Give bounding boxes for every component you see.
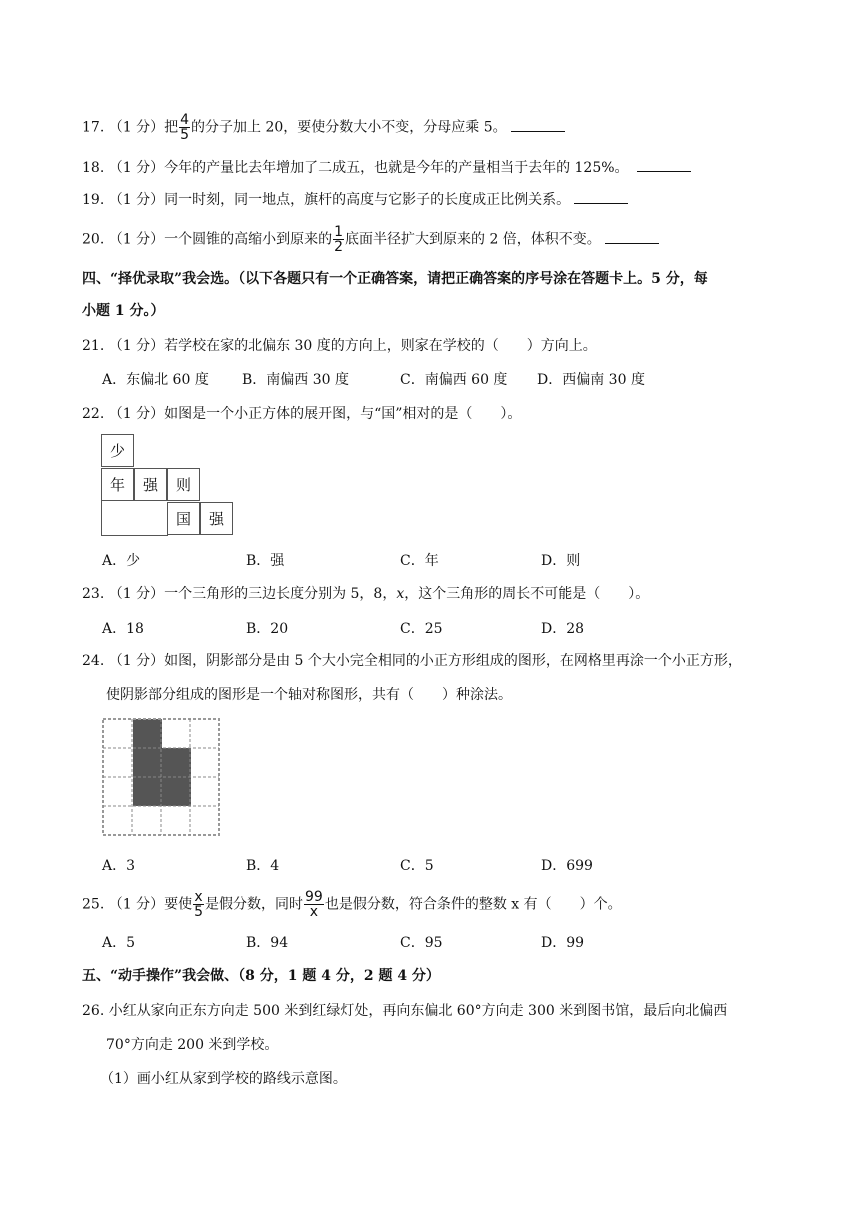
net-cell: 则: [167, 468, 200, 501]
question-text-c: 也是假分数，符合条件的整数 x 有（ ）个。: [324, 896, 622, 913]
fraction-99-x: $\frac{99}{x}$: [305, 889, 323, 920]
question-25: [82, 890, 622, 919]
shaded-square: [133, 748, 162, 777]
question-22: [82, 404, 521, 424]
option-a[interactable]: A．东偏北 60 度: [102, 372, 209, 388]
question-17: [82, 113, 565, 142]
question-text-a: （1 分）一个三角形的三边长度分别为 5，8，: [108, 586, 397, 602]
question-text-a: （1 分）把: [108, 119, 179, 136]
shaded-squares: [133, 719, 191, 806]
section-4-heading: 四、“择优录取”我会选。（以下各题只有一个正确答案，请把正确答案的序号涂在答题卡上。5 分，每: [82, 271, 708, 287]
option-c[interactable]: C．95: [400, 935, 443, 951]
question-20: [82, 225, 659, 254]
question-number: 24.: [82, 653, 105, 669]
option-c[interactable]: C．年: [400, 553, 439, 569]
question-23: [82, 584, 649, 604]
question-number: 26.: [82, 1003, 105, 1019]
answer-blank[interactable]: [605, 229, 659, 244]
net-cell: 国: [167, 502, 200, 535]
shaded-square: [133, 719, 162, 748]
option-b[interactable]: B．94: [246, 935, 289, 951]
option-d[interactable]: D．699: [541, 858, 593, 874]
question-21: [82, 336, 597, 356]
option-b[interactable]: B．南偏西 30 度: [242, 372, 350, 388]
question-19: [82, 189, 628, 210]
option-d[interactable]: D．西偏南 30 度: [537, 372, 645, 388]
question-number: 23.: [82, 586, 105, 602]
question-24: [82, 651, 742, 671]
option-d[interactable]: D．99: [541, 935, 585, 951]
fraction-x-5: $\frac{x}{5}$: [194, 889, 203, 920]
question-number: 17.: [82, 119, 105, 136]
option-c[interactable]: C．南偏西 60 度: [400, 372, 508, 388]
question-text-b: 底面半径扩大到原来的 2 倍，体积不变。: [345, 231, 601, 248]
answer-blank[interactable]: [511, 117, 565, 132]
question-number: 20.: [82, 231, 105, 248]
question-text: （1 分）今年的产量比去年增加了二成五，也就是今年的产量相当于去年的 125%。: [108, 160, 629, 176]
question-text-b: 是假分数，同时: [205, 896, 303, 913]
fraction-4-5: $\frac{4}{5}$: [180, 112, 189, 143]
question-number: 18.: [82, 160, 105, 176]
option-d[interactable]: D．则: [541, 553, 581, 569]
fraction-1-2: $\frac{1}{2}$: [334, 224, 343, 255]
option-b[interactable]: B．20: [246, 621, 289, 637]
shaded-square: [162, 748, 191, 777]
net-cell: 强: [200, 502, 233, 535]
question-number: 21.: [82, 338, 105, 354]
question-text-a: （1 分）一个圆锥的高缩小到原来的: [108, 231, 333, 248]
shaded-square: [133, 777, 162, 806]
question-number: 19.: [82, 192, 105, 208]
question-text: （1 分）若学校在家的北偏东 30 度的方向上，则家在学校的（ ）方向上。: [108, 338, 597, 354]
question-18: [82, 157, 691, 178]
question-text-a: （1 分）要使: [108, 896, 193, 913]
option-b[interactable]: B．4: [246, 858, 280, 874]
option-a[interactable]: A．少: [102, 553, 141, 569]
variable-x: x: [396, 586, 405, 602]
option-a[interactable]: A．18: [102, 621, 144, 637]
question-text: （1 分）如图，阴影部分是由 5 个大小完全相同的小正方形组成的图形，在网格里再涂一个小正方形，: [108, 653, 742, 669]
option-d[interactable]: D．28: [541, 621, 585, 637]
option-c[interactable]: C．25: [400, 621, 443, 637]
option-a[interactable]: A．5: [102, 935, 136, 951]
question-text: （1 分）同一时刻，同一地点，旗杆的高度与它影子的长度成正比例关系。: [108, 192, 571, 208]
section-4-heading-cont: 小题 1 分。）: [82, 303, 165, 319]
answer-blank[interactable]: [637, 157, 691, 172]
shaded-square: [162, 777, 191, 806]
option-a[interactable]: A．3: [102, 858, 136, 874]
grid-figure: [102, 718, 222, 838]
question-number: 22.: [82, 406, 105, 422]
question-text: （1 分）如图是一个小正方体的展开图，与“国”相对的是（ ）。: [108, 406, 522, 422]
question-26-part-1: （1）画小红从家到学校的路线示意图。: [100, 1071, 347, 1087]
answer-blank[interactable]: [574, 189, 628, 204]
net-cell: 年: [101, 468, 134, 501]
question-number: 25.: [82, 896, 105, 913]
question-text-b: ，这个三角形的周长不可能是（ ）。: [404, 586, 650, 602]
net-cell: 少: [101, 434, 134, 467]
option-b[interactable]: B．强: [246, 553, 285, 569]
question-26-cont: 70°方向走 200 米到学校。: [106, 1037, 279, 1053]
option-c[interactable]: C．5: [400, 858, 434, 874]
question-26: [82, 1001, 727, 1021]
net-cell: 强: [134, 468, 167, 501]
net-outline: [101, 500, 168, 536]
question-text-b: 的分子加上 20，要使分数大小不变，分母应乘 5。: [191, 119, 507, 136]
question-text: 小红从家向正东方向走 500 米到红绿灯处，再向东偏北 60°方向走 300 米到图书馆，最后向北偏西: [108, 1003, 728, 1019]
cube-net-figure: [101, 434, 243, 536]
question-24-cont: 使阴影部分组成的图形是一个轴对称图形，共有（ ）种涂法。: [106, 687, 512, 703]
section-5-heading: 五、“动手操作”我会做、（8 分，1 题 4 分，2 题 4 分）: [82, 968, 440, 984]
grid-lines: [103, 719, 219, 835]
